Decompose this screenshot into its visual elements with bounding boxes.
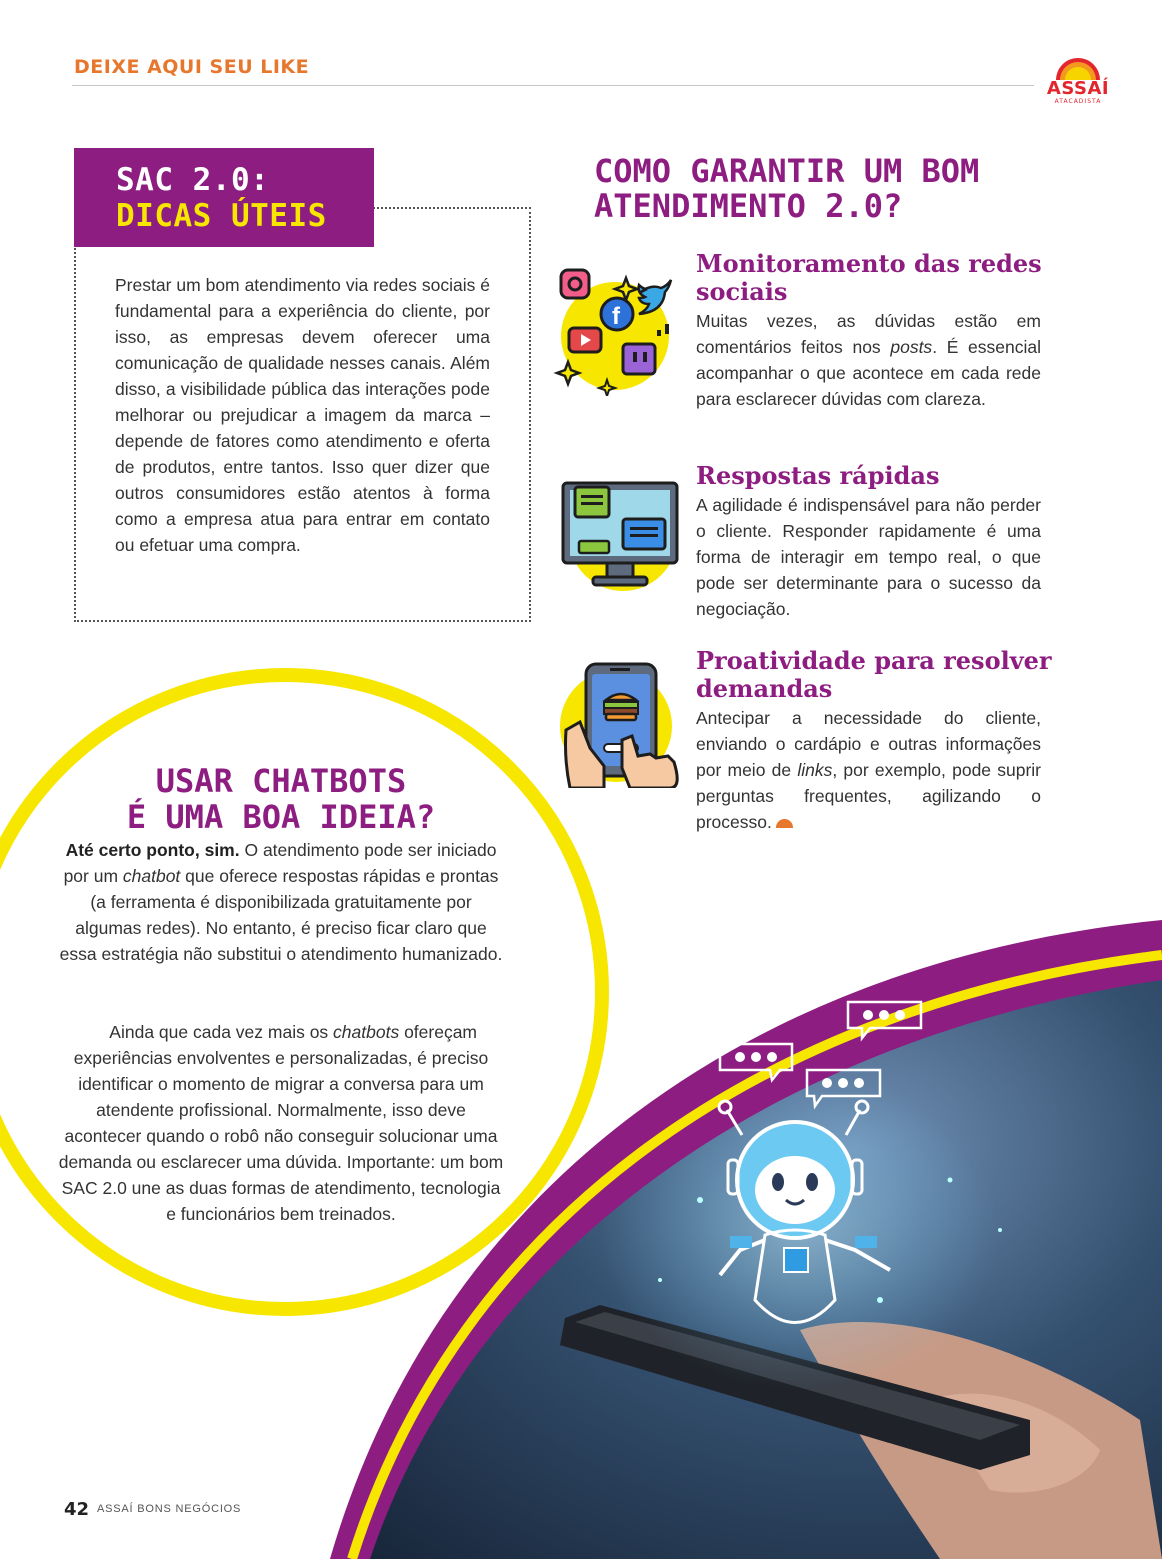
svg-text:f: f	[612, 303, 620, 330]
sac-title-box	[74, 148, 374, 247]
chatbots-title-line2: É UMA BOA IDEIA?	[126, 798, 436, 836]
tip-monitoring-title: Monitoramento das redes sociais	[696, 249, 1042, 306]
brand-logo	[1046, 58, 1110, 108]
sac-title-line2: DICAS ÚTEIS	[116, 198, 327, 234]
sun-icon	[1054, 58, 1102, 80]
social-media-icon	[553, 266, 683, 396]
sac-title-line1: SAC 2.0:	[116, 162, 270, 198]
monitor-chat-icon	[557, 475, 687, 593]
brand-subtitle: ATACADISTA	[1054, 98, 1102, 105]
sac-body-text: Prestar um bom atendimento via redes sociais é fundamental para a experiência do cliente, por isso, as empresas devem oferecer uma comunicação de qualidade nesses canais. Além disso, a visibilidade pública das interações pode melhorar ou prejudicar a imagem da marca – depende de fatores como atendimento e oferta de produtos, entre tantos. Isso quer dizer que outros consumidores estão atentos à forma como a empresa atua para entrar em contato ou efetuar uma compra.	[115, 275, 490, 555]
tip-proactivity-title: Proatividade para resolver demandas	[696, 646, 1052, 703]
tip-proactivity-body: Antecipar a necessidade do cliente, enviando o cardápio e outras informações por meio de links, por exemplo, pode suprir perguntas frequentes, agilizando o processo.	[696, 708, 1041, 832]
page-number: 42	[64, 1499, 90, 1520]
chatbots-paragraph-1: Até certo ponto, sim. O atendimento pode ser iniciado por um chatbot que oferece respostas rápidas e prontas (a ferramenta é disponibilizada gratuitamente por algumas redes). No entanto, é preciso ficar claro que essa estratégia não substitui o atendimento humanizado.	[59, 840, 503, 964]
top-divider	[72, 85, 1034, 86]
end-of-article-mark	[776, 819, 793, 828]
tip-quick-answers-body: A agilidade é indispensável para não perder o cliente. Responder rapidamente é uma forma de interagir em tempo real, o que pode ser determinante para o sucesso da negociação.	[696, 495, 1041, 619]
tip-quick-answers-title: Respostas rápidas	[696, 461, 940, 490]
brand-name: ASSAÍ	[1046, 78, 1110, 99]
guide-title: COMO GARANTIR UM BOM ATENDIMENTO 2.0?	[594, 152, 980, 225]
chatbots-title	[56, 763, 506, 835]
phone-burger-icon	[560, 660, 688, 788]
chatbots-paragraph-2: Ainda que cada vez mais os chatbots ofereçam experiências envolventes e personalizadas, é preciso identificar o momento de migrar a conversa para um atendente profissional. Normalmente, isso deve acontecer quando o robô não conseguir solucionar uma demanda ou esclarecer uma dúvida. Importante: um bom SAC 2.0 une as duas formas de atendimento, tecnologia e funcionários bem treinados.	[58, 1022, 504, 1224]
chatbots-title-line1: USAR CHATBOTS	[155, 762, 407, 800]
publication-name: ASSAÍ BONS NEGÓCIOS	[97, 1503, 242, 1515]
tip-monitoring-body: Muitas vezes, as dúvidas estão em comentários feitos nos posts. É essencial acompanhar o que acontece em cada rede para esclarecer dúvidas com clareza.	[696, 311, 1042, 409]
section-title: DEIXE AQUI SEU LIKE	[74, 56, 310, 78]
